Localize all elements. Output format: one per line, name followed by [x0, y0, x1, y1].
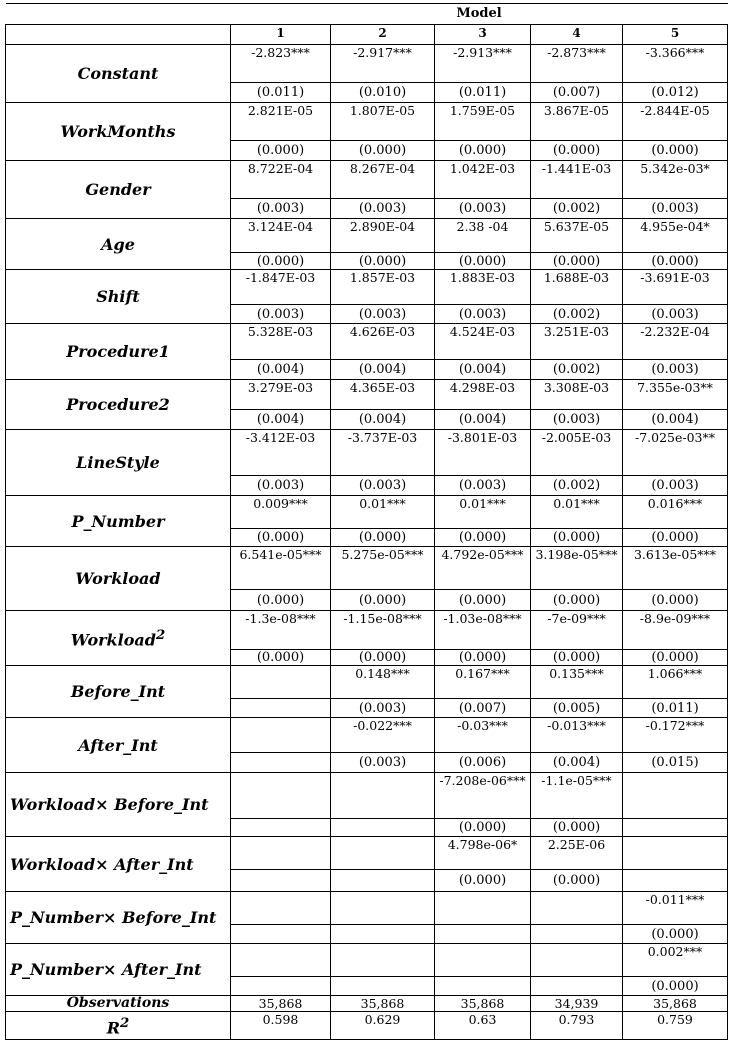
- std-error-cell: (0.004): [623, 410, 728, 430]
- std-error-cell: (0.004): [231, 410, 331, 430]
- variable-name: Before_Int: [6, 666, 231, 718]
- std-error-cell: (0.000): [231, 253, 331, 270]
- coefficient-cell: 3.251E-03: [531, 324, 623, 360]
- coefficient-cell: 3.613e-05***: [623, 547, 728, 590]
- variable-name: LineStyle: [6, 430, 231, 496]
- std-error-cell: (0.003): [231, 305, 331, 324]
- coefficient-cell: -0.011***: [623, 892, 728, 925]
- coefficient-cell: [231, 837, 331, 870]
- std-error-cell: (0.000): [331, 650, 435, 666]
- coef-row: [6, 380, 728, 410]
- std-error-cell: (0.004): [331, 360, 435, 380]
- variable-name: Shift: [6, 270, 231, 324]
- std-error-cell: (0.000): [623, 925, 728, 944]
- std-error-cell: (0.004): [435, 360, 531, 380]
- coefficient-cell: -0.03***: [435, 718, 531, 753]
- variable-name: WorkMonths: [6, 103, 231, 161]
- std-error-cell: (0.000): [331, 529, 435, 547]
- coefficient-cell: 1.042E-03: [435, 161, 531, 199]
- coefficient-cell: -2.913***: [435, 45, 531, 83]
- std-error-cell: (0.000): [331, 590, 435, 611]
- coefficient-cell: [331, 892, 435, 925]
- std-error-cell: (0.000): [623, 650, 728, 666]
- coefficient-cell: 3.279E-03: [231, 380, 331, 410]
- coef-row: [6, 103, 728, 141]
- std-error-cell: (0.000): [435, 141, 531, 161]
- coefficient-cell: 0.01***: [435, 496, 531, 529]
- observations-value: 35,868: [331, 996, 435, 1012]
- std-error-cell: (0.005): [531, 699, 623, 718]
- model-header: Model: [231, 4, 728, 25]
- coefficient-cell: 5.328E-03: [231, 324, 331, 360]
- coefficient-cell: [231, 718, 331, 753]
- coefficient-cell: 4.955e-04*: [623, 219, 728, 253]
- coefficient-cell: 3.198e-05***: [531, 547, 623, 590]
- model-number: 1: [231, 25, 331, 45]
- r-squared-value: 0.793: [531, 1012, 623, 1040]
- coef-row: [6, 773, 728, 819]
- coefficient-cell: 6.541e-05***: [231, 547, 331, 590]
- coefficient-cell: 1.807E-05: [331, 103, 435, 141]
- std-error-cell: [231, 977, 331, 996]
- std-error-cell: (0.010): [331, 83, 435, 103]
- coef-row: [6, 161, 728, 199]
- coefficient-cell: 4.524E-03: [435, 324, 531, 360]
- coefficient-cell: -7e-09***: [531, 611, 623, 650]
- coefficient-cell: [623, 837, 728, 870]
- coefficient-cell: -1.847E-03: [231, 270, 331, 305]
- coefficient-cell: [435, 944, 531, 977]
- model-number: 5: [623, 25, 728, 45]
- std-error-cell: (0.002): [531, 199, 623, 219]
- r-squared-value: 0.759: [623, 1012, 728, 1040]
- std-error-cell: (0.000): [531, 529, 623, 547]
- std-error-cell: (0.000): [531, 590, 623, 611]
- std-error-cell: (0.000): [623, 529, 728, 547]
- std-error-cell: (0.011): [435, 83, 531, 103]
- coefficient-cell: 1.883E-03: [435, 270, 531, 305]
- std-error-cell: (0.002): [531, 476, 623, 496]
- std-error-cell: (0.003): [231, 199, 331, 219]
- std-error-cell: (0.000): [435, 870, 531, 892]
- variable-name: P_Number: [6, 496, 231, 547]
- coefficient-cell: [331, 944, 435, 977]
- std-error-cell: (0.000): [331, 141, 435, 161]
- std-error-cell: [331, 977, 435, 996]
- coefficient-cell: [231, 773, 331, 819]
- coefficient-cell: -7.208e-06***: [435, 773, 531, 819]
- coefficient-cell: -3.366***: [623, 45, 728, 83]
- std-error-cell: [231, 819, 331, 837]
- observations-value: 35,868: [623, 996, 728, 1012]
- coefficient-cell: [435, 892, 531, 925]
- std-error-cell: [531, 925, 623, 944]
- std-error-cell: [435, 977, 531, 996]
- coefficient-cell: -1.3e-08***: [231, 611, 331, 650]
- coef-row: [6, 430, 728, 476]
- std-error-cell: [231, 699, 331, 718]
- std-error-cell: [331, 870, 435, 892]
- std-error-cell: (0.000): [531, 819, 623, 837]
- coefficient-cell: -1.15e-08***: [331, 611, 435, 650]
- observations-value: 34,939: [531, 996, 623, 1012]
- variable-name: Constant: [6, 45, 231, 103]
- coefficient-cell: -2.232E-04: [623, 324, 728, 360]
- coefficient-cell: 5.275e-05***: [331, 547, 435, 590]
- std-error-cell: (0.003): [331, 199, 435, 219]
- std-error-cell: (0.003): [231, 476, 331, 496]
- model-number: 2: [331, 25, 435, 45]
- std-error-cell: (0.004): [531, 753, 623, 773]
- std-error-cell: (0.000): [435, 650, 531, 666]
- coef-row: [6, 219, 728, 253]
- coefficient-cell: 0.01***: [331, 496, 435, 529]
- std-error-cell: (0.002): [531, 305, 623, 324]
- coefficient-cell: 3.308E-03: [531, 380, 623, 410]
- coef-row: [6, 892, 728, 925]
- coefficient-cell: [331, 773, 435, 819]
- std-error-cell: (0.003): [623, 305, 728, 324]
- variable-name: After_Int: [6, 718, 231, 773]
- std-error-cell: [435, 925, 531, 944]
- std-error-cell: [531, 977, 623, 996]
- std-error-cell: [623, 870, 728, 892]
- variable-name: Workload× After_Int: [6, 837, 231, 892]
- coefficient-cell: -2.844E-05: [623, 103, 728, 141]
- coefficient-cell: 2.38 -04: [435, 219, 531, 253]
- std-error-cell: (0.000): [531, 650, 623, 666]
- std-error-cell: (0.000): [435, 819, 531, 837]
- observations-value: 35,868: [231, 996, 331, 1012]
- std-error-cell: (0.003): [531, 410, 623, 430]
- variable-name: Workload$^2$: [6, 611, 231, 666]
- coefficient-cell: -2.823***: [231, 45, 331, 83]
- observations-value: 35,868: [435, 996, 531, 1012]
- std-error-cell: (0.004): [435, 410, 531, 430]
- observations-row: [6, 996, 728, 1012]
- coefficient-cell: [531, 892, 623, 925]
- coefficient-cell: -1.03e-08***: [435, 611, 531, 650]
- std-error-cell: (0.000): [231, 529, 331, 547]
- model-number: 3: [435, 25, 531, 45]
- std-error-cell: [331, 925, 435, 944]
- coefficient-cell: -0.172***: [623, 718, 728, 753]
- std-error-cell: (0.000): [623, 977, 728, 996]
- std-error-cell: (0.015): [623, 753, 728, 773]
- std-error-cell: (0.006): [435, 753, 531, 773]
- coefficient-cell: -0.013***: [531, 718, 623, 753]
- std-error-cell: (0.003): [331, 476, 435, 496]
- coefficient-cell: -7.025e-03**: [623, 430, 728, 476]
- coef-row: [6, 837, 728, 870]
- coefficient-cell: [531, 944, 623, 977]
- std-error-cell: (0.000): [531, 870, 623, 892]
- coefficient-cell: 0.009***: [231, 496, 331, 529]
- coefficient-cell: 5.342e-03*: [623, 161, 728, 199]
- coefficient-cell: [231, 666, 331, 699]
- coefficient-cell: [231, 944, 331, 977]
- std-error-cell: (0.003): [331, 699, 435, 718]
- coefficient-cell: 2.890E-04: [331, 219, 435, 253]
- variable-name: Procedure2: [6, 380, 231, 430]
- std-error-cell: (0.000): [623, 590, 728, 611]
- std-error-cell: [231, 753, 331, 773]
- observations-label: Observations: [6, 996, 231, 1012]
- coefficient-cell: -3.737E-03: [331, 430, 435, 476]
- variable-name: P_Number× After_Int: [6, 944, 231, 996]
- coefficient-cell: 1.759E-05: [435, 103, 531, 141]
- regression-table: [5, 3, 728, 1040]
- r-squared-value: 0.598: [231, 1012, 331, 1040]
- coefficient-cell: -2.005E-03: [531, 430, 623, 476]
- std-error-cell: [231, 925, 331, 944]
- coefficient-cell: 3.867E-05: [531, 103, 623, 141]
- table-body: [6, 45, 728, 1040]
- variable-name: P_Number× Before_Int: [6, 892, 231, 944]
- variable-name: Workload: [6, 547, 231, 611]
- std-error-cell: (0.000): [435, 590, 531, 611]
- coefficient-cell: 7.355e-03**: [623, 380, 728, 410]
- coefficient-cell: 4.798e-06*: [435, 837, 531, 870]
- std-error-cell: (0.000): [623, 141, 728, 161]
- r-squared-value: 0.63: [435, 1012, 531, 1040]
- coefficient-cell: 4.792e-05***: [435, 547, 531, 590]
- coefficient-cell: [331, 837, 435, 870]
- std-error-cell: (0.003): [435, 305, 531, 324]
- std-error-cell: (0.003): [435, 476, 531, 496]
- coefficient-cell: 0.01***: [531, 496, 623, 529]
- std-error-cell: (0.002): [531, 360, 623, 380]
- coef-row: [6, 547, 728, 590]
- coefficient-cell: 5.637E-05: [531, 219, 623, 253]
- coefficient-cell: -3.801E-03: [435, 430, 531, 476]
- coefficient-cell: 4.298E-03: [435, 380, 531, 410]
- std-error-cell: (0.004): [331, 410, 435, 430]
- regression-table-wrapper: [5, 3, 727, 1040]
- std-error-cell: (0.003): [623, 199, 728, 219]
- coefficient-cell: 4.626E-03: [331, 324, 435, 360]
- coefficient-cell: 4.365E-03: [331, 380, 435, 410]
- r-squared-value: 0.629: [331, 1012, 435, 1040]
- coef-row: [6, 270, 728, 305]
- variable-name: Workload× Before_Int: [6, 773, 231, 837]
- std-error-cell: [623, 819, 728, 837]
- coefficient-cell: 2.821E-05: [231, 103, 331, 141]
- coefficient-cell: 2.25E-06: [531, 837, 623, 870]
- coef-row: [6, 944, 728, 977]
- coefficient-cell: [623, 773, 728, 819]
- std-error-cell: (0.000): [531, 253, 623, 270]
- std-error-cell: (0.003): [623, 476, 728, 496]
- coef-row: [6, 45, 728, 83]
- coefficient-cell: 0.016***: [623, 496, 728, 529]
- std-error-cell: (0.000): [331, 253, 435, 270]
- std-error-cell: (0.000): [435, 253, 531, 270]
- std-error-cell: [331, 819, 435, 837]
- std-error-cell: (0.007): [435, 699, 531, 718]
- coefficient-cell: -0.022***: [331, 718, 435, 753]
- coef-row: [6, 718, 728, 753]
- r-squared-label: $R^2$: [6, 1012, 231, 1040]
- std-error-cell: (0.000): [623, 253, 728, 270]
- coefficient-cell: -1.1e-05***: [531, 773, 623, 819]
- std-error-cell: (0.003): [623, 360, 728, 380]
- variable-name: Age: [6, 219, 231, 270]
- std-error-cell: (0.003): [435, 199, 531, 219]
- coef-row: [6, 496, 728, 529]
- std-error-cell: (0.012): [623, 83, 728, 103]
- coefficient-cell: 0.002***: [623, 944, 728, 977]
- std-error-cell: (0.000): [231, 141, 331, 161]
- coefficient-cell: [231, 892, 331, 925]
- coefficient-cell: 0.135***: [531, 666, 623, 699]
- coefficient-cell: 0.148***: [331, 666, 435, 699]
- coefficient-cell: 8.267E-04: [331, 161, 435, 199]
- coefficient-cell: -1.441E-03: [531, 161, 623, 199]
- model-number: 4: [531, 25, 623, 45]
- std-error-cell: (0.003): [331, 753, 435, 773]
- coefficient-cell: 8.722E-04: [231, 161, 331, 199]
- coefficient-cell: -3.691E-03: [623, 270, 728, 305]
- coefficient-cell: -3.412E-03: [231, 430, 331, 476]
- coefficient-cell: 1.066***: [623, 666, 728, 699]
- coefficient-cell: 0.167***: [435, 666, 531, 699]
- std-error-cell: (0.000): [231, 590, 331, 611]
- std-error-cell: [231, 870, 331, 892]
- std-error-cell: (0.007): [531, 83, 623, 103]
- coef-row: [6, 324, 728, 360]
- std-error-cell: (0.011): [623, 699, 728, 718]
- coefficient-cell: -8.9e-09***: [623, 611, 728, 650]
- variable-name: Procedure1: [6, 324, 231, 380]
- coef-row: [6, 666, 728, 699]
- std-error-cell: (0.004): [231, 360, 331, 380]
- model-number-row: [6, 25, 728, 45]
- coefficient-cell: -2.873***: [531, 45, 623, 83]
- coefficient-cell: -2.917***: [331, 45, 435, 83]
- variable-name: Gender: [6, 161, 231, 219]
- coefficient-cell: 3.124E-04: [231, 219, 331, 253]
- coef-row: [6, 611, 728, 650]
- std-error-cell: (0.000): [531, 141, 623, 161]
- std-error-cell: (0.000): [231, 650, 331, 666]
- std-error-cell: (0.000): [435, 529, 531, 547]
- coefficient-cell: 1.688E-03: [531, 270, 623, 305]
- coefficient-cell: 1.857E-03: [331, 270, 435, 305]
- std-error-cell: (0.011): [231, 83, 331, 103]
- std-error-cell: (0.003): [331, 305, 435, 324]
